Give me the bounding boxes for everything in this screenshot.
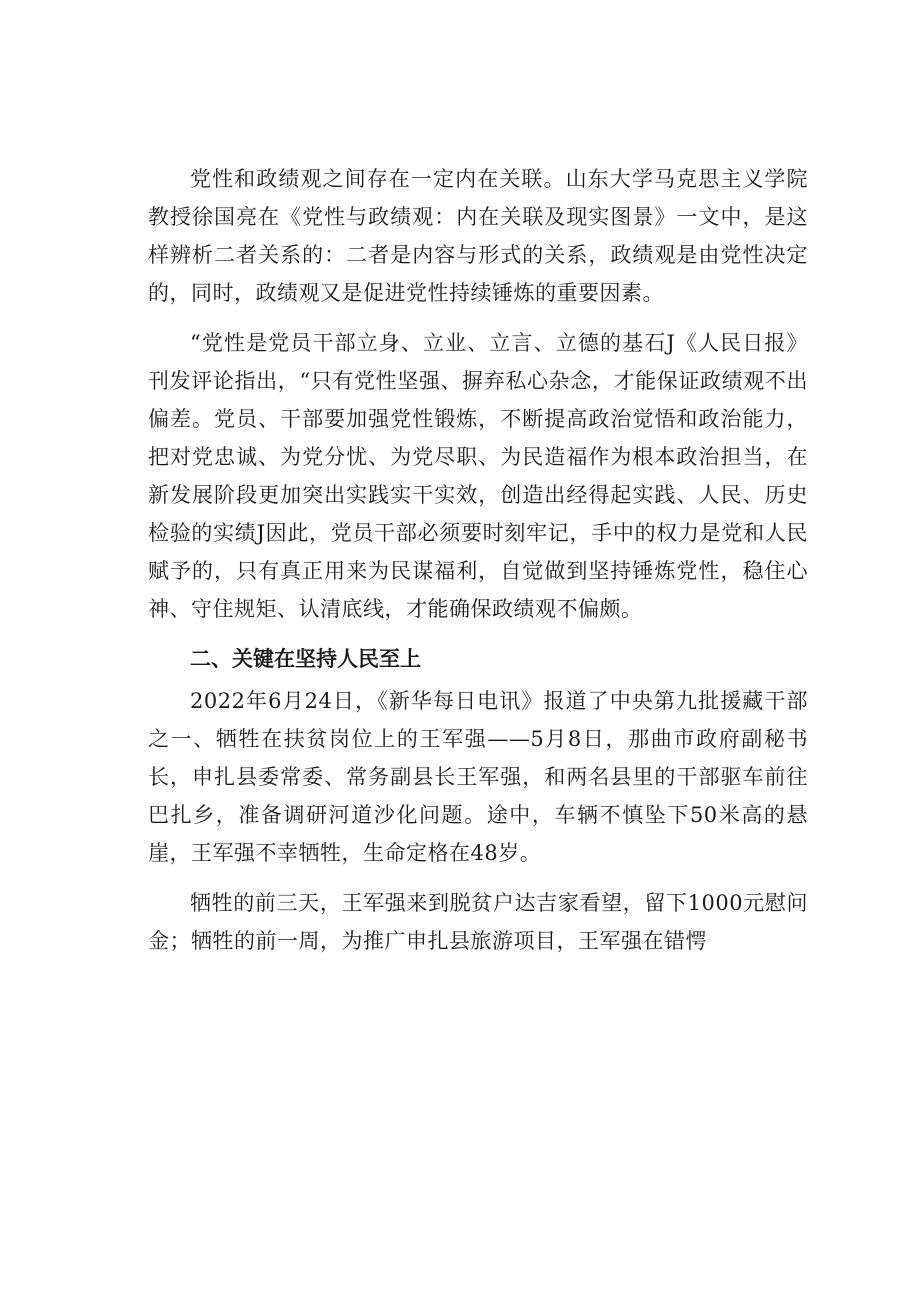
- paragraph-party-spirit-relation: 党性和政绩观之间存在一定内在关联。山东大学马克思主义学院教授徐国亮在《党性与政绩观：内在关联及现实图景》一文中，是这样辨析二者关系的：二者是内容与形式的关系，政绩观是由党性决定的，同时，政绩观又是促进党性持续锤炼的重要因素。: [148, 167, 808, 305]
- section-heading: 二、关键在坚持人民至上: [190, 647, 421, 671]
- paragraph-wang-junqiang-report: 2022年6月24日，《新华每日电讯》报道了中央第九批援藏干部之一、牺牲在扶贫岗位上的王军强——5月8日，那曲市政府副秘书长，申扎县委常委、常务副县长王军强，和两名县里的干部驱车前往巴扎乡，准备调研河道沙化问题。途中，车辆不慎坠下50米高的悬崖，王军强不幸牺牲，生命定格在48岁。: [148, 689, 808, 865]
- paragraph-wang-junqiang-before: 牺牲的前三天，王军强来到脱贫户达吉家看望，留下1000元慰问金；牺牲的前一周，为推广申扎县旅游项目，王军强在错愕: [148, 891, 808, 953]
- paragraph-party-spirit-foundation: “党性是党员干部立身、立业、立言、立德的基石J《人民日报》刊发评论指出，“只有党性坚强、摒弃私心杂念，才能保证政绩观不出偏差。党员、干部要加强党性锻炼，不断提高政治觉悟和政治能力，把对党忠诚、为党分忧、为党尽职、为民造福作为根本政治担当，在新发展阶段更加突出实践实干实效，创造出经得起实践、人民、历史检验的实绩J因此，党员干部必须要时刻牢记，手中的权力是党和人民赋予的，只有真正用来为民谋福利，自觉做到坚持锤炼党性，稳住心神、守住规矩、认清底线，才能确保政绩观不偏颇。: [148, 331, 808, 621]
- document-page: [148, 160, 808, 972]
